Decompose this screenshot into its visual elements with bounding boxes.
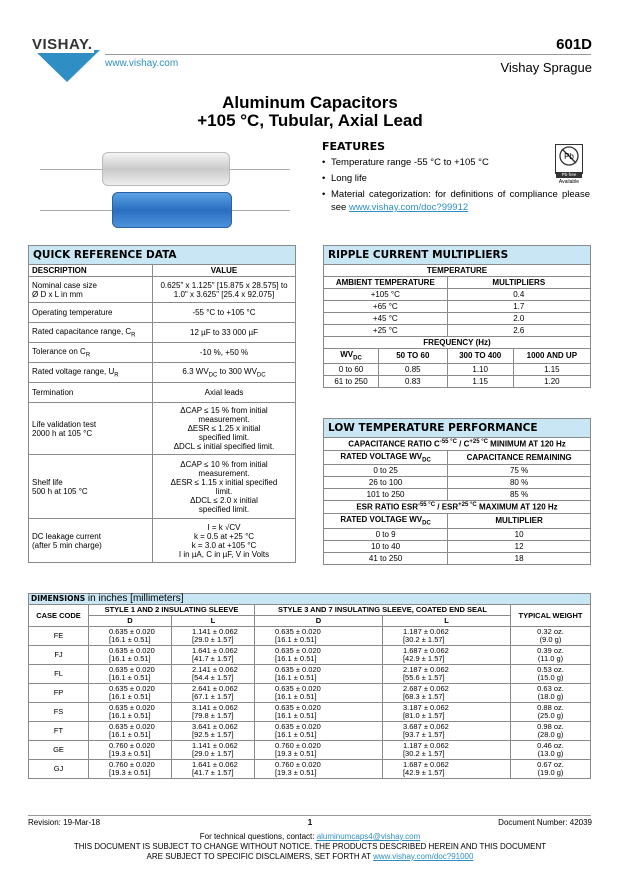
dimension-cell: 1.141 ± 0.062 [29.0 ± 1.57]: [171, 741, 254, 760]
dimensions-body: [29, 627, 591, 779]
dimension-cell: 3.641 ± 0.062 [92.5 ± 1.57]: [171, 722, 254, 741]
dimension-cell: 0.760 ± 0.020 [19.3 ± 0.51]: [89, 741, 172, 760]
dimension-cell: 0.635 ± 0.020 [16.1 ± 0.51]: [89, 646, 172, 665]
dimension-cell: 2.141 ± 0.062 [54.4 ± 1.57]: [171, 665, 254, 684]
part-number: 601D: [556, 36, 592, 53]
revision-date: Revision: 19-Mar-18: [28, 818, 101, 827]
dimensions-table: [28, 593, 591, 779]
qref-value: ΔCAP ≤ 10 % from initial measurement. ΔESR ≤ 1.15 x initial specified limit. ΔDCL ≤ 2.0 x initial specified limit.: [153, 455, 296, 519]
dimension-cell: 3.687 ± 0.062 [93.7 ± 1.57]: [382, 722, 510, 741]
case-code-cell: FJ: [29, 646, 89, 665]
quick-reference-table: [28, 245, 296, 563]
qref-desc: DC leakage current (after 5 min charge): [29, 519, 153, 563]
brand-name: Vishay Sprague: [500, 60, 592, 75]
dimension-cell: 0.63 oz. (18.0 g): [511, 684, 591, 703]
dimension-row: [29, 627, 591, 646]
qref-value: -55 °C to +105 °C: [153, 303, 296, 323]
header-url-link[interactable]: www.vishay.com: [105, 58, 179, 69]
dimension-cell: 0.760 ± 0.020 [19.3 ± 0.51]: [254, 741, 382, 760]
qref-desc: Shelf life 500 h at 105 °C: [29, 455, 153, 519]
disclaimer-line1: THIS DOCUMENT IS SUBJECT TO CHANGE WITHOUT NOTICE. THE PRODUCTS DESCRIBED HEREIN AND THIS DOCUMENT: [73, 842, 547, 851]
dimension-cell: 0.635 ± 0.020 [16.1 ± 0.51]: [254, 646, 382, 665]
features-heading: FEATURES: [322, 140, 386, 153]
dimension-cell: 3.187 ± 0.062 [81.0 ± 1.57]: [382, 703, 510, 722]
dimension-cell: 0.635 ± 0.020 [16.1 ± 0.51]: [89, 627, 172, 646]
cap-remaining-header: CAPACITANCE REMAINING: [448, 450, 591, 465]
style3-header: STYLE 3 AND 7 INSULATING SLEEVE, COATED END SEAL: [254, 605, 510, 616]
capacitor-blue-image: [40, 192, 290, 230]
dimension-row: [29, 741, 591, 760]
qref-desc: Nominal case size Ø D x L in mm: [29, 277, 153, 303]
disclaimer-link[interactable]: www.vishay.com/doc?91000: [373, 852, 474, 861]
qref-value: ΔCAP ≤ 15 % from initial measurement. ΔESR ≤ 1.25 x initial specified limit. ΔDCL ≤ initial specified limit.: [153, 403, 296, 455]
ripple-temp-cell: +25 °C: [324, 325, 448, 337]
ripple-current-table: [323, 245, 591, 388]
dimension-row: [29, 722, 591, 741]
dimension-cell: 0.32 oz. (9.0 g): [511, 627, 591, 646]
ripple-wv-cell: 0 to 60: [324, 363, 379, 375]
dimension-cell: 0.67 oz. (19.0 g): [511, 760, 591, 779]
dimension-row: [29, 665, 591, 684]
ripple-temp-cell: +105 °C: [324, 289, 448, 301]
low-temp-title: LOW TEMPERATURE PERFORMANCE: [324, 419, 591, 438]
lt-voltage-cell: 41 to 250: [324, 552, 448, 564]
style1-header: STYLE 1 AND 2 INSULATING SLEEVE: [89, 605, 255, 616]
ripple-ambient-header: AMBIENT TEMPERATURE: [324, 277, 448, 289]
dimension-cell: 0.635 ± 0.020 [16.1 ± 0.51]: [254, 665, 382, 684]
dimension-cell: 1.687 ± 0.062 [42.9 ± 1.57]: [382, 760, 510, 779]
qref-value: -10 %, +50 %: [153, 343, 296, 363]
ripple-mult-cell: 2.0: [447, 313, 590, 325]
dimension-cell: 0.46 oz. (13.0 g): [511, 741, 591, 760]
tech-email-link[interactable]: aluminumcaps4@vishay.com: [316, 832, 421, 841]
dimension-cell: 0.98 oz. (28.0 g): [511, 722, 591, 741]
dimension-row: [29, 684, 591, 703]
dimensions-title: DIMENSIONS in inches [millimeters]: [29, 594, 591, 605]
disclaimer-line2: ARE SUBJECT TO SPECIFIC DISCLAIMERS, SET FORTH AT www.vishay.com/doc?91000: [146, 852, 474, 861]
header-rule: [105, 54, 591, 55]
ripple-val-cell: 1.10: [447, 363, 513, 375]
dimension-cell: 0.88 oz. (25.0 g): [511, 703, 591, 722]
ripple-title: RIPPLE CURRENT MULTIPLIERS: [324, 246, 591, 265]
qref-desc: Rated capacitance range, $C_R$: [29, 323, 153, 343]
ripple-val-cell: 1.20: [513, 375, 590, 387]
dimension-cell: 2.687 ± 0.062 [68.3 ± 1.57]: [382, 684, 510, 703]
qref-desc: Life validation test 2000 h at 105 °C: [29, 403, 153, 455]
lt-mult-cell: 10: [448, 528, 591, 540]
cap-ratio-header: CAPACITANCE RATIO $C^{-55 ^\circ C} / C^{+25 ^\circ C}$ MINIMUM AT 120 Hz: [324, 438, 591, 451]
ripple-freq-col: 300 TO 400: [447, 349, 513, 364]
ripple-val-cell: 0.83: [379, 375, 448, 387]
dimension-cell: 1.187 ± 0.062 [30.2 ± 1.57]: [382, 741, 510, 760]
lt-cap-cell: 85 %: [448, 489, 591, 501]
dimension-cell: 0.635 ± 0.020 [16.1 ± 0.51]: [89, 722, 172, 741]
document-number: Document Number: 42039: [498, 818, 592, 827]
lt-voltage-cell: 10 to 40: [324, 540, 448, 552]
ripple-multipliers-header: MULTIPLIERS: [447, 277, 590, 289]
pb-free-label: Pb-free: [556, 172, 582, 178]
dimension-cell: 0.39 oz. (11.0 g): [511, 646, 591, 665]
dim-l-header: L: [171, 616, 254, 627]
dimension-cell: 0.635 ± 0.020 [16.1 ± 0.51]: [254, 684, 382, 703]
dim-l-header: L: [382, 616, 510, 627]
dim-d-header: D: [254, 616, 382, 627]
lt-mult-cell: 18: [448, 552, 591, 564]
qref-value: 6.3 $WV_{DC}$ to 300 $WV_{DC}$: [153, 363, 296, 383]
lt-voltage-cell: 0 to 9: [324, 528, 448, 540]
lt-mult-cell: 12: [448, 540, 591, 552]
qref-desc: Tolerance on $C_R$: [29, 343, 153, 363]
qref-value: 0.625" x 1.125" [15.875 x 28.575] to 1.0" x 3.625" [25.4 x 92.075]: [153, 277, 296, 303]
dim-d-header: D: [89, 616, 172, 627]
qref-col-value: VALUE: [153, 265, 296, 277]
tech-contact: For technical questions, contact: aluminumcaps4@vishay.com: [199, 832, 421, 841]
case-code-cell: FT: [29, 722, 89, 741]
case-code-header: CASE CODE: [29, 605, 89, 627]
typical-weight-header: TYPICAL WEIGHT: [511, 605, 591, 627]
dimension-row: [29, 646, 591, 665]
case-code-cell: FP: [29, 684, 89, 703]
dimension-cell: 2.187 ± 0.062 [55.6 ± 1.57]: [382, 665, 510, 684]
dimension-cell: 0.635 ± 0.020 [16.1 ± 0.51]: [254, 722, 382, 741]
features-list: [322, 156, 590, 217]
ripple-val-cell: 0.85: [379, 363, 448, 375]
doc-title-line2: +105 °C, Tubular, Axial Lead: [197, 111, 423, 130]
capacitor-silver-image: [40, 152, 290, 188]
pb-available-label: Available: [558, 179, 580, 185]
dimension-cell: 0.760 ± 0.020 [19.3 ± 0.51]: [254, 760, 382, 779]
logo-text: VISHAY.: [32, 36, 93, 53]
ripple-mult-cell: 2.6: [447, 325, 590, 337]
rated-voltage-header: RATED VOLTAGE $WV_{DC}$: [324, 450, 448, 465]
feature-item: • Material categorization: for definitions of compliance please see www.vishay.com/doc?99912: [322, 188, 590, 214]
ripple-temp-header: TEMPERATURE: [324, 265, 591, 277]
material-categorization-link[interactable]: www.vishay.com/doc?99912: [348, 202, 469, 213]
dimension-cell: 0.635 ± 0.020 [16.1 ± 0.51]: [89, 703, 172, 722]
lt-cap-cell: 75 %: [448, 465, 591, 477]
multiplier-header: MULTIPLIER: [448, 513, 591, 528]
esr-ratio-header: ESR RATIO $ESR^{-55 ^\circ C} / ESR^{+25 ^\circ C}$ MAXIMUM AT 120 Hz: [324, 501, 591, 514]
dimension-cell: 3.141 ± 0.062 [79.8 ± 1.57]: [171, 703, 254, 722]
ripple-wv-header: $WV_{DC}$: [324, 349, 379, 364]
qref-desc: Operating temperature: [29, 303, 153, 323]
low-temperature-table: [323, 418, 591, 565]
ripple-temp-cell: +45 °C: [324, 313, 448, 325]
ripple-val-cell: 1.15: [513, 363, 590, 375]
dimension-cell: 1.641 ± 0.062 [41.7 ± 1.57]: [171, 760, 254, 779]
qref-desc: Rated voltage range, $U_R$: [29, 363, 153, 383]
case-code-cell: GJ: [29, 760, 89, 779]
case-code-cell: FL: [29, 665, 89, 684]
dimension-cell: 0.53 oz. (15.0 g): [511, 665, 591, 684]
ripple-temp-cell: +65 °C: [324, 301, 448, 313]
page-number: 1: [307, 818, 313, 827]
dimension-cell: 1.141 ± 0.062 [29.0 ± 1.57]: [171, 627, 254, 646]
dimension-cell: 1.641 ± 0.062 [41.7 ± 1.57]: [171, 646, 254, 665]
dimension-cell: 0.635 ± 0.020 [16.1 ± 0.51]: [89, 665, 172, 684]
footer-rule: [28, 815, 591, 816]
lt-voltage-cell: 26 to 100: [324, 477, 448, 489]
dimension-row: [29, 703, 591, 722]
dimension-cell: 0.635 ± 0.020 [16.1 ± 0.51]: [89, 684, 172, 703]
dimension-cell: 0.635 ± 0.020 [16.1 ± 0.51]: [254, 627, 382, 646]
qref-value: 12 µF to 33 000 µF: [153, 323, 296, 343]
qref-value: Axial leads: [153, 383, 296, 403]
quick-reference-title: QUICK REFERENCE DATA: [29, 246, 296, 265]
case-code-cell: FE: [29, 627, 89, 646]
ripple-mult-cell: 0.4: [447, 289, 590, 301]
pb-free-badge: [555, 144, 583, 177]
ripple-val-cell: 1.15: [447, 375, 513, 387]
qref-col-description: DESCRIPTION: [29, 265, 153, 277]
dimension-cell: 1.687 ± 0.062 [42.9 ± 1.57]: [382, 646, 510, 665]
lt-voltage-cell: 0 to 25: [324, 465, 448, 477]
case-code-cell: FS: [29, 703, 89, 722]
doc-title-line1: Aluminum Capacitors: [222, 93, 398, 112]
ripple-freq-header: FREQUENCY (Hz): [324, 337, 591, 349]
dimension-cell: 2.641 ± 0.062 [67.1 ± 1.57]: [171, 684, 254, 703]
feature-item: • Temperature range -55 °C to +105 °C: [322, 156, 590, 169]
dimension-cell: 0.760 ± 0.020 [19.3 ± 0.51]: [89, 760, 172, 779]
ripple-mult-cell: 1.7: [447, 301, 590, 313]
dimension-cell: 1.187 ± 0.062 [30.2 ± 1.57]: [382, 627, 510, 646]
svg-text:Pb: Pb: [564, 152, 574, 161]
ripple-wv-cell: 61 to 250: [324, 375, 379, 387]
ripple-freq-col: 1000 AND UP: [513, 349, 590, 364]
rated-voltage-header: RATED VOLTAGE $WV_{DC}$: [324, 513, 448, 528]
dimension-row: [29, 760, 591, 779]
ripple-freq-col: 50 TO 60: [379, 349, 448, 364]
qref-value: I = k √CV k = 0.5 at +25 °C k = 3.0 at +105 °C I in µA, C in µF, V in Volts: [153, 519, 296, 563]
qref-desc: Termination: [29, 383, 153, 403]
feature-item: • Long life: [322, 172, 590, 185]
lt-voltage-cell: 101 to 250: [324, 489, 448, 501]
dimension-cell: 0.635 ± 0.020 [16.1 ± 0.51]: [254, 703, 382, 722]
lt-cap-cell: 80 %: [448, 477, 591, 489]
case-code-cell: GE: [29, 741, 89, 760]
